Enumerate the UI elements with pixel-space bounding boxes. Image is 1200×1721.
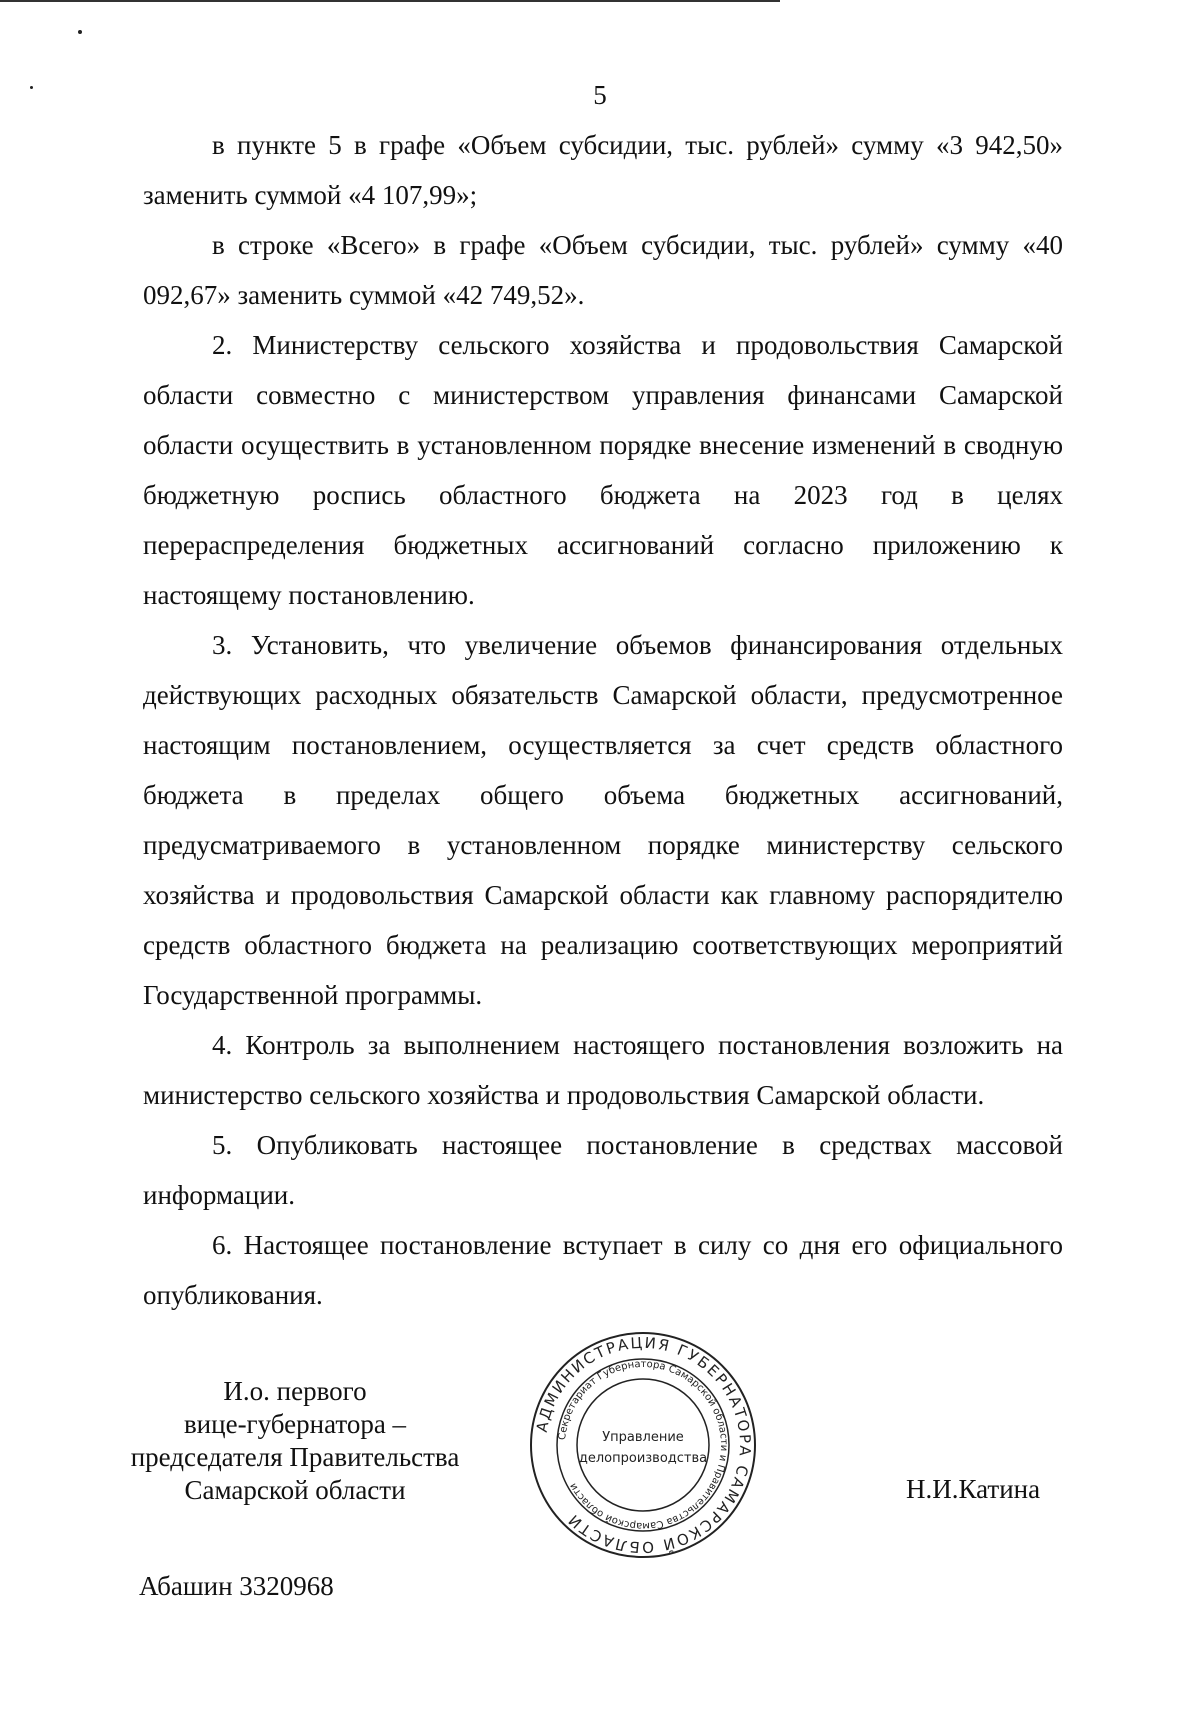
svg-text:Секретариат Губернатора Самарс <box>557 1359 729 1531</box>
document-body <box>143 120 1063 1320</box>
official-stamp <box>528 1330 758 1560</box>
paragraph: 6. Настоящее постановление вступает в силу со дня его официального опубликования. <box>143 1230 1063 1310</box>
signatory-title-line: вице-губернатора – <box>183 1409 407 1439</box>
signatory-title <box>110 1375 480 1507</box>
executor-contact: Абашин 3320968 <box>139 1571 334 1601</box>
paragraph: 3. Установить, что увеличение объемов финансирования отдельных действующих расходных обязательств Самарской области, предусмотренное настоящим постановлением, осуществляется за счет средств областного бюджета в пределах общего объема бюджетных ассигнований, предусматриваемого в установленном порядке министерству сельского хозяйства и продовольствия Самарской области как главному распорядителю средств областного бюджета на реализацию соответствующих мероприятий Государственной программы. <box>143 630 1063 1010</box>
paragraph: в пункте 5 в графе «Объем субсидии, тыс. рублей» сумму «3 942,50» заменить суммой «4 107,99»; <box>143 130 1063 210</box>
page-number: 5 <box>593 80 607 110</box>
signatory-name: Н.И.Катина <box>906 1474 1041 1504</box>
stamp-seal <box>528 1330 758 1560</box>
stamp-inner-text: Секретариат Губернатора Самарской области и Правительства Самарской области <box>557 1358 730 1532</box>
signatory-title-line: председателя Правительства <box>130 1442 460 1472</box>
paragraph: 4. Контроль за выполнением настоящего постановления возложить на министерство сельского хозяйства и продовольствия Самарской области. <box>143 1030 1063 1110</box>
signatory-title-line: И.о. первого <box>223 1376 367 1406</box>
paragraph: 2. Министерству сельского хозяйства и продовольствия Самарской области совместно с министерством управления финансами Самарской области осуществить в установленном порядке внесение изменений в сводную бюджетную роспись областного бюджета на 2023 год в целях перераспределения бюджетных ассигнований согласно приложению к настоящему постановлению. <box>143 330 1063 610</box>
scan-speck <box>78 30 82 34</box>
stamp-outer-text: АДМИНИСТРАЦИЯ ГУБЕРНАТОРА САМАРСКОЙ ОБЛАСТИ <box>532 1333 755 1557</box>
top-edge-line <box>0 0 780 2</box>
paragraph: в строке «Всего» в графе «Объем субсидии, тыс. рублей» сумму «40 092,67» заменить суммой «42 749,52». <box>143 230 1063 310</box>
stamp-center-line: делопроизводства <box>578 1451 708 1466</box>
signatory-title-line: Самарской области <box>184 1475 406 1505</box>
stamp-center-line: Управление <box>602 1430 684 1445</box>
paragraph: 5. Опубликовать настоящее постановление в средствах массовой информации. <box>143 1130 1063 1210</box>
